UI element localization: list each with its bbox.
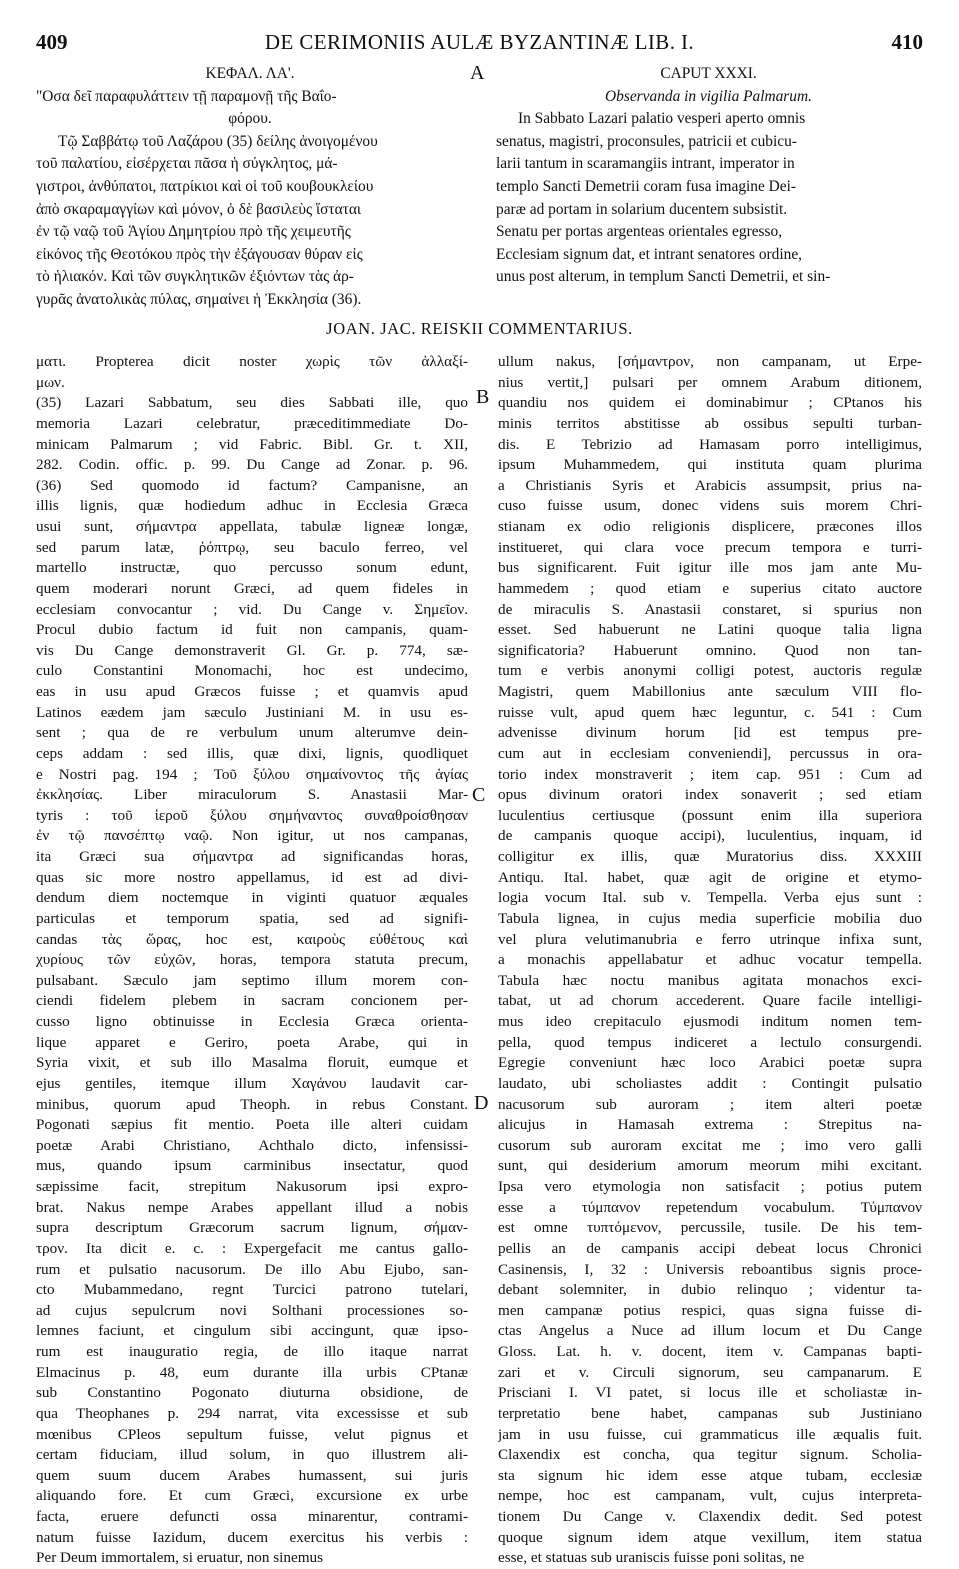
text-line: terpretatio bene habet, campanas sub Justiniano — [498, 1404, 922, 1422]
text-line: brat. Nakus nempe Arabes appellant illud a nobis — [36, 1198, 468, 1216]
text-line: unus post alterum, in templum Sancti Demetrii, et sin- — [496, 268, 831, 286]
text-line: sub Constantino Pogonato diuturna obsidione, de — [36, 1384, 468, 1402]
latin-subheading: Observanda in vigilia Palmarum. — [605, 87, 812, 105]
commentary-title: JOAN. JAC. REISKII COMMENTARIUS. — [326, 319, 633, 338]
text-line: debant solemniter, in dubio relinquo ; videntur ta- — [498, 1281, 922, 1299]
text-line: quas sic more nostro appellamus, id est ad divi- — [36, 868, 468, 886]
text-line: μων. — [36, 373, 65, 391]
text-line: γιστροι, ἀνθύπατοι, πατρίκιοι καὶ οἱ τοῦ κουβουκλείου — [36, 177, 374, 195]
text-line: opus divinum oratori index sonaverit ; sed etiam — [498, 786, 922, 804]
text-line: ullum nakus, [σήμαντρον, non campanam, ut Erpe- — [498, 353, 922, 370]
text-line: quandiu nos quidem ei dominabimur ; CPtanos his — [498, 394, 922, 412]
text-line: de campanis quoque accipi), luculentius, inquam, id — [498, 827, 922, 845]
text-line: Prisciani I. VI patet, si locus ille et scholiastæ in- — [498, 1384, 922, 1402]
greek-body — [36, 131, 464, 312]
text-line: dendum diem noctemque in viginti quatuor æquales — [36, 889, 468, 907]
latin-text-column — [496, 63, 921, 289]
text-line: χυρίους τῶν εὐχῶν, horas, tempora statuta precum, — [36, 951, 468, 969]
text-line: sta signum hic idem esse atque tubam, ecclesiæ — [498, 1466, 922, 1484]
text-line: φόρου. — [228, 110, 272, 128]
text-line: vis Du Cange demonstraverit Gl. Gr. p. 774, sæ- — [36, 641, 468, 659]
text-line: sent ; qua de re verbulum unum alterumve dein- — [36, 724, 468, 742]
text-line: Claxendix est concha, qua tegitur signum. Scholia- — [498, 1446, 922, 1464]
text-line: luculentius certiusque (possunt enim illa superiora — [498, 806, 922, 824]
text-line: τὸ ἡλιακόν. Καὶ τῶν συγκλητικῶν ἐξιόντων τὰς ἀρ- — [36, 268, 354, 286]
margin-marker-b: B — [476, 386, 490, 408]
text-line: usui sunt, σήμαντρα appellata, tabulæ ligneæ longæ, — [36, 518, 468, 535]
text-line: Casinensis, I, 32 : Universis reboantibus signis proce- — [498, 1260, 922, 1278]
text-line: "Οσα δεῖ παραφυλάττειν τῇ παραμονῇ τῆς Βαΐο- — [36, 87, 337, 105]
text-line: sæpissime facit, strepitum Nakusorum ipsi expro- — [36, 1178, 468, 1195]
text-line: a Christianis Syris et Arabicis assumpsit, prius na- — [498, 476, 922, 494]
text-line: natum fuisse Iazidum, ducem exercitus his verbis : — [36, 1528, 468, 1546]
greek-chapter-heading: ΚΕΦΑΛ. ΛΑ'. — [205, 65, 295, 82]
text-line: Tabula hæc noctu manibus agitata monachos exci- — [498, 971, 922, 989]
text-line: esset. Sed habuerunt ne Latini quoque talia ligna — [498, 621, 922, 639]
text-line: quem moderari norunt Græci, ad quem fideles in — [36, 579, 468, 597]
text-line: esse, et statuas sub uraniscis fuisse poni solitas, ne — [498, 1549, 805, 1567]
text-line: ita Græci sua σήμαντρα ad significandas horas, — [36, 848, 468, 865]
text-line: colligitur ex illis, quæ Muratorius diss. XXXIII — [498, 848, 922, 865]
text-line: templo Sancti Demetrii coram fusa imagine Dei- — [496, 177, 797, 195]
text-line: 282. Codin. offic. p. 99. Du Cange ad Zonar. p. 96. — [36, 456, 468, 474]
margin-marker-c: C — [472, 784, 486, 806]
text-line: Per Deum immortalem, si eruatur, non sinemus — [36, 1549, 324, 1567]
text-line: ceps addam : sed illis, quæ dixi, lignis, quodliquet — [36, 744, 468, 762]
text-line: vel plura velutimanubria e ferro utrinque infixa sunt, — [498, 930, 922, 948]
text-line: ipsum Muhammedem, qui instituta quam plurima — [498, 456, 922, 474]
text-line: ἐν τῷ πανσέπτῳ ναῷ. Non igitur, ut nos campanas, — [36, 827, 468, 845]
text-line: qua Theophanes p. 294 narrat, vita excessisse et sub — [36, 1404, 468, 1422]
text-line: mus ideo crepitaculo ejusmodi inditum nomen tem- — [498, 1013, 922, 1030]
text-line: cusorum sub auroram excitat me ; imo vero galli — [498, 1136, 922, 1154]
text-line: Latinos eædem jam sæculo Justiniani M. in usu es- — [36, 703, 468, 721]
text-line: paræ ad portam in solarium ducentem subsistit. — [496, 200, 788, 218]
text-line: bus significarent. Fuit igitur ille mos jam ante Mu- — [498, 559, 922, 577]
text-line: (36) Sed quomodo id factum? Campanisne, an — [36, 476, 468, 494]
text-line: Senatu per portas argenteas orientales egresso, — [496, 223, 783, 241]
margin-marker-a: A — [470, 62, 485, 84]
text-line: alicujus in Hamasah extrema : Strepitus na- — [498, 1116, 922, 1134]
text-line: illis lignis, quæ hodiedum adhuc in Ecclesia Græca — [36, 497, 468, 515]
text-line: ciendi fidelem plebem in sacram concionem per- — [36, 992, 468, 1010]
text-line: minibus, quorum apud Theoph. in rebus Constant. — [36, 1095, 468, 1113]
text-line: quem suum ducem Arabes humassent, sui juris — [36, 1466, 468, 1484]
text-line: logia vocum Ital. sub v. Tempella. Verba ejus sunt : — [498, 889, 922, 907]
greek-subheading — [36, 86, 464, 131]
text-line: tum e verbis anonymi colligi potest, auctoris regulæ — [498, 662, 922, 680]
text-line: de miraculis S. Anastasii constaret, si spurius non — [498, 600, 922, 618]
text-line: senatus, magistri, proconsules, patricii et cubicu- — [496, 132, 797, 150]
text-line: Procul dubio factum id fuit non campanis, quam- — [36, 621, 468, 639]
text-line: Pogonati sæpius fit mentio. Poeta ille alteri cuidam — [36, 1116, 468, 1134]
commentary-left-column — [36, 352, 468, 1569]
text-line: tabat, ut ad chorum accederent. Quare facile intelligi- — [498, 992, 922, 1010]
text-line: laudato, ubi scholiastes addit : Contingit pulsatio — [498, 1074, 922, 1092]
page-number-left: 409 — [36, 30, 68, 54]
text-line: sed parum latæ, ῥόπτρῳ, seu baculo ferreo, vel — [36, 538, 468, 556]
text-line: nius vertit,] pulsari per omnem Arabum ditionem, — [498, 373, 922, 391]
text-line: men campanæ potius respici, quas signa fuisse di- — [498, 1301, 922, 1319]
text-line: Gloss. Lat. h. v. docent, item v. Campanas bapti- — [498, 1343, 922, 1360]
text-line: significatoria? Habuerunt omnino. Quod non tan- — [498, 641, 922, 659]
latin-chapter-heading: CAPUT XXXI. — [660, 65, 757, 82]
text-line: Elmacinus p. 48, eum durante illa urbis CPtanæ — [36, 1363, 468, 1381]
text-line: supra descriptum Græcorum sacrum lignum, σήμαν- — [36, 1219, 468, 1237]
text-line: Antiqu. Ital. habet, quæ agit de origine et etymo- — [498, 868, 922, 886]
text-line: Magistri, quem Mabillonius ante sæculum VIII flo- — [498, 683, 922, 700]
text-line: aliquando fore. Et cum Græci, excursione ex urbe — [36, 1487, 468, 1505]
text-line: In Sabbato Lazari palatio vesperi aperto omnis — [518, 110, 806, 128]
text-line: Syria vixit, et sub illo Masalma floruit, eumque et — [36, 1054, 468, 1072]
commentary-right-column — [498, 352, 922, 1569]
text-line: torio index monstraverit ; item cap. 951 : Cum ad — [498, 765, 922, 783]
text-line: e Nostri pag. 194 ; Τοῦ ξύλου σημαίνοντος τῆς ἁγίας — [36, 765, 468, 783]
text-line: Τῷ Σαββάτῳ τοῦ Λαζάρου (35) δείλης ἀνοιγομένου — [58, 132, 378, 150]
text-line: culo Constantini Monomachi, hoc est undecimo, — [36, 662, 468, 680]
text-line: jam in usu fuisse, cui grammaticus ille æqualis fuit. — [498, 1425, 922, 1443]
text-line: eas in usu apud Græcos fuisse ; et quamvis apud — [36, 683, 468, 700]
text-line: martello instructæ, quo percusso sonum edunt, — [36, 559, 468, 577]
text-line: sunt, qui desiderium amorum meorum mihi excitant. — [498, 1157, 922, 1175]
text-line: hammedem ; quod etiam e superius citato auctore — [498, 579, 922, 597]
text-line: memoria Lazari celebratur, præceditimmediate Do- — [36, 414, 468, 432]
text-line: esse a τύμπανον repetendum vocabulum. Τύμπανον — [498, 1198, 922, 1216]
text-line: cum aut in ecclesiam conveniendi], percussus in ora- — [498, 744, 922, 762]
text-line: Egregie conveniunt hæc loco Arabici poetæ supra — [498, 1054, 922, 1072]
text-line: ejus gentiles, itemque illum Χαγάνου laudavit car- — [36, 1074, 468, 1092]
text-line: est omne τυπτόμενον, percussile, tusile. De his tem- — [498, 1219, 922, 1237]
text-line: larii tantum in scaramangiis intrant, imperator in — [496, 155, 795, 173]
text-line: ecclesiam convocantur ; vid. Du Cange v. Σημεῖον. — [36, 600, 468, 618]
text-line: minis territos abstitisse ab ossibus sepulti turban- — [498, 414, 922, 432]
text-line: ματι. Propterea dicit noster χωρὶς τῶν ἀλλαξί- — [36, 353, 468, 370]
running-title: DE CERIMONIIS AULÆ BYZANTINÆ LIB. I. — [264, 30, 695, 54]
text-line: poetæ Arabi Christiano, Achthalo dicto, infensissi- — [36, 1136, 468, 1154]
text-line: Tabula lignea, in cujus media superficie mobilia duo — [498, 909, 922, 927]
text-line: rum et pulsatio nacusorum. De illo Abu Ejubo, san- — [36, 1260, 468, 1278]
text-line: particulas et temporum spatia, sed ad signifi- — [36, 909, 468, 927]
text-line: pella, quod tempus indiceret a lectulo consurgendi. — [498, 1033, 922, 1051]
text-line: minicam Palmarum ; vid Fabric. Bibl. Gr. t. XII, — [36, 435, 468, 453]
text-line: stianam ex odio religionis displicere, præcones illos — [498, 518, 922, 535]
text-line: mus, quando ipsum carminibus insectatur, quod — [36, 1157, 468, 1175]
text-line: facta, eruere defuncti ossa minarentur, contrami- — [36, 1508, 468, 1525]
text-line: dis. E Tebrizio ad Hamasam porro intelligimus, — [498, 435, 922, 453]
text-line: γυρᾶς ἀνατολικὰς πύλας, σημαίνει ἡ Ἐκκλησία (36). — [36, 290, 362, 308]
text-line: advenisse divinum horum [id est tempus pre- — [498, 724, 922, 742]
text-line: tionem Du Cange v. Claxendix dedit. Sed potest — [498, 1508, 922, 1525]
text-line: ἐκκλησίας. Liber miraculorum S. Anastasii Mar- — [36, 786, 468, 804]
page-header — [36, 30, 923, 60]
latin-body — [496, 108, 921, 289]
greek-text-column — [36, 63, 464, 312]
text-line: rum est inauguratio regia, de illo itaque narrat — [36, 1343, 468, 1360]
text-line: τρον. Ita dicit e. c. : Expergefacit me cantus gallo- — [36, 1239, 468, 1257]
text-line: ctas Angelus a Nuce ad illum locum et Du Cange — [498, 1322, 922, 1340]
text-line: Ecclesiam signum dat, et intrant senatores ordine, — [496, 245, 803, 263]
text-line: (35) Lazari Sabbatum, seu dies Sabbati ille, quo — [36, 394, 468, 412]
text-line: tyris : τοῦ ἱεροῦ ξύλου σημήναντος συναθροίσθησαν — [36, 806, 468, 824]
text-line: lemnes faciunt, et cingulum sibi accingunt, quæ ipso- — [36, 1322, 468, 1340]
text-line: cto Mubammedano, regnt Turcici patrono tutelari, — [36, 1281, 468, 1299]
text-line: Ipsa vero etymologia non satisfacit ; potius putem — [498, 1178, 922, 1195]
text-line: ἐν τῷ ναῷ τοῦ Ἁγίου Δημητρίου πρὸ τῆς χειμευτῆς — [36, 223, 351, 241]
text-line: ἀπὸ σκαραμαγγίων καὶ μόνον, ὁ δὲ βασιλεὺς ἵσταται — [36, 200, 362, 218]
text-line: candas τὰς ὥρας, hoc est, καιροὺς εὐθέτους καὶ — [36, 930, 468, 948]
text-line: cuso fuisse usum, donec videns suis morem Chri- — [498, 497, 922, 515]
text-line: cusso ligno obtinuisse in Ecclesia Græca orienta- — [36, 1013, 468, 1030]
text-line: mœnibus CPleos sepultum fuisse, velut pignus et — [36, 1425, 468, 1443]
text-line: zari et v. Circuli signorum, seu campanarum. E — [498, 1363, 922, 1381]
margin-marker-d: D — [474, 1092, 489, 1114]
text-line: ad cujus sepulcrum novi Solthani processiones so- — [36, 1301, 468, 1319]
text-line: pellis an de campanis accipi debeat locus Chronici — [498, 1239, 922, 1257]
text-line: nacusorum sub auroram ; item alteri poetæ — [498, 1095, 922, 1113]
text-line: a monachis appellabatur et adhuc vocatur tempella. — [498, 951, 922, 969]
text-line: certam fiduciam, illud solum, in quo illustrem ali- — [36, 1446, 468, 1464]
text-line: quoque signum idem atque vexillum, item statua — [498, 1528, 922, 1546]
text-line: institueret, qui clara voce precum tempora e turri- — [498, 538, 922, 556]
text-line: lique apparet e Geriro, poeta Arabe, qui in — [36, 1033, 468, 1051]
text-line: pulsabant. Sæculo jam septimo illum morem con- — [36, 971, 468, 989]
text-line: ruisse vult, apud quem hæc leguntur, c. 541 : Cum — [498, 703, 922, 721]
text-line: τοῦ παλατίου, εἰσέρχεται πᾶσα ἡ σύγκλητος, μά- — [36, 155, 338, 173]
text-line: nempe, hoc est campanam, vult, cujus interpreta- — [498, 1487, 922, 1505]
page-number-right: 410 — [891, 30, 923, 54]
text-line: εἰκόνος τῆς Θεοτόκου πρὸς τὴν ἐξάγουσαν θύραν εἰς — [36, 245, 363, 263]
